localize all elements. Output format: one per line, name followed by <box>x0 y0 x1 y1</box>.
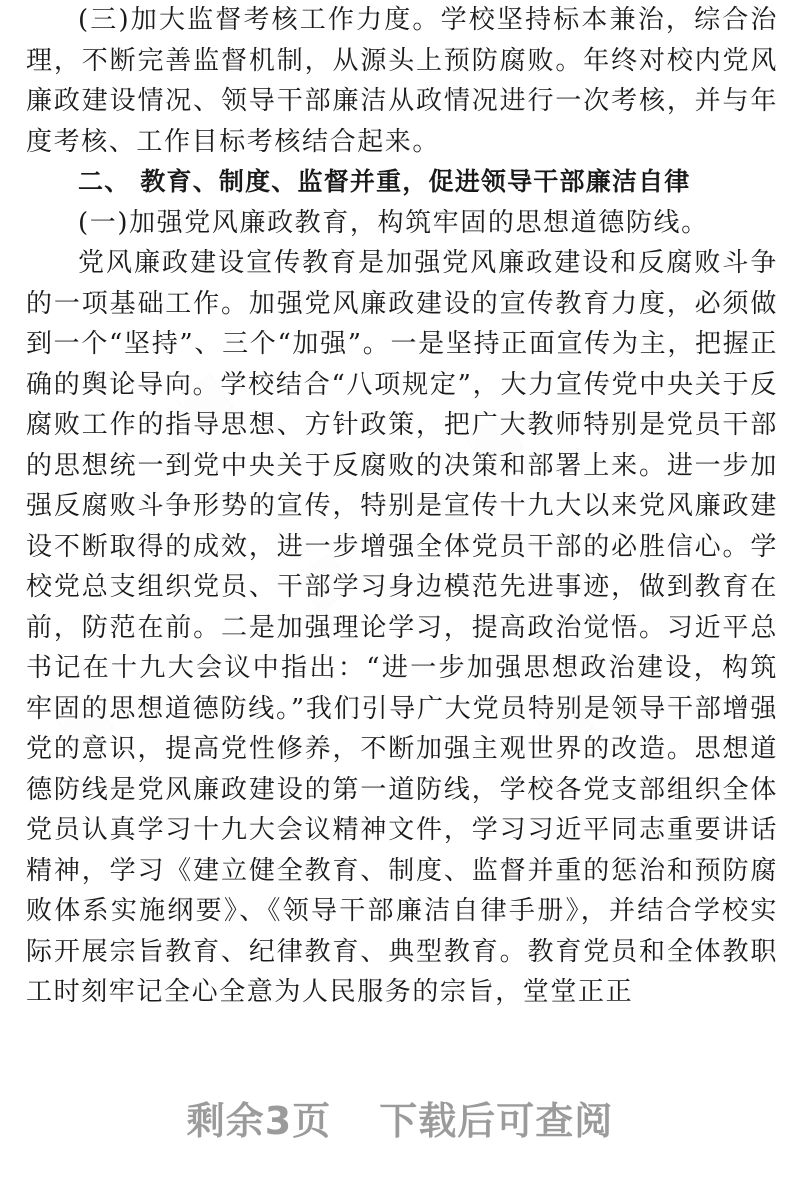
section-heading-two: 二、 教育、制度、监督并重，促进领导干部廉洁自律 <box>78 167 691 196</box>
remaining-pages-label: 剩余3页 <box>186 1099 332 1143</box>
paragraph-education: 党风廉政建设宣传教育是加强党风廉政建设和反腐败斗争的一项基础工作。加强党风廉政建设的宣传教育力度，必须做到一个“坚持”、三个“加强”。一是坚持正面宣传为主，把握正确的舆论导向。学校结合“八项规定”，大力宣传党中央关于反腐败工作的指导思想、方针政策，把广大教师特别是党员干部的思想统一到党中央关于反腐败的决策和部署上来。进一步加强反腐败斗争形势的宣传，特别是宣传十九大以来党风廉政建设不断取得的成效，进一步增强全体党员干部的必胜信心。学校党总支组织党员、干部学习身边模范先进事迹，做到教育在前，防范在前。二是加强理论学习，提高政治觉悟。习近平总书记在十九大会议中指出：“进一步加强思想政治建设，构筑牢固的思想道德防线。”我们引导广大党员特别是领导干部增强党的意识，提高党性修养，不断加强主观世界的改造。思想道德防线是党风廉政建设的第一道防线，学校各党支部组织全体党员认真学习十九大会议精神文件，学习习近平同志重要讲话精神，学习《建立健全教育、制度、监督并重的惩治和预防腐败体系实施纲要》、《领导干部廉洁自律手册》，并结合学校实际开展宗旨教育、纪律教育、典型教育。教育党员和全体教职工时刻牢记全心全意为人民服务的宗旨，堂堂正正 <box>26 248 778 1007</box>
subsection-heading-one: (一)加强党风廉政教育，构筑牢固的思想道德防线。 <box>78 207 709 238</box>
paragraph-supervision-assessment: (三)加大监督考核工作力度。学校坚持标本兼治，综合治理，不断完善监督机制，从源头上预防腐败。年终对校内党风廉政建设情况、领导干部廉洁从政情况进行一次考核，并与年度考核、工作目标考核结合起来。 <box>26 5 778 157</box>
download-to-view-label: 下载后可查阅 <box>379 1099 614 1143</box>
document-page <box>26 0 778 1194</box>
download-prompt[interactable] <box>0 1090 800 1145</box>
